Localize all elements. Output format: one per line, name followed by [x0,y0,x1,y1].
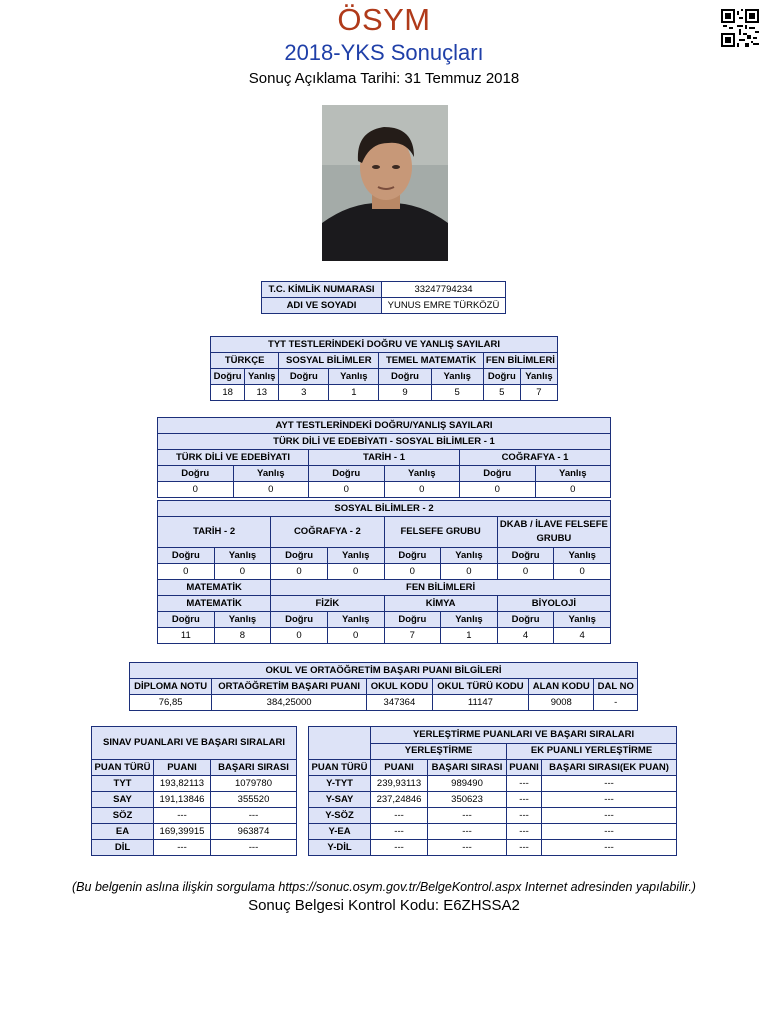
basari-sirasi: 989490 [428,776,507,792]
ayt-section-biyoloji: BİYOLOJİ [497,596,610,612]
dogru-header: Doğru [158,612,215,628]
tyt-section-turkce: TÜRKÇE [211,353,279,369]
score-header: PUANI [154,760,211,776]
ayt-value: 4 [497,628,554,644]
okul-header: OKUL KODU [367,679,433,695]
verification-note: (Bu belgenin aslına ilişkin sorgulama https://sonuc.osym.gov.tr/BelgeKontrol.aspx Internet adresinden yapılabilir.) [72,880,696,894]
okul-header: DAL NO [594,679,638,695]
ayt-section-edebiyat: TÜRK DİLİ VE EDEBİYATI [158,450,309,466]
ayt-table-2 [157,500,611,644]
puan-turu: Y-DİL [309,840,371,856]
puan: 169,39915 [154,824,211,840]
score-header: BAŞARI SIRASI [211,760,297,776]
basari-sirasi: --- [211,808,297,824]
ayt-value: 7 [384,628,441,644]
ayt-value: 0 [271,628,328,644]
dogru-header: Doğru [158,548,215,564]
basari-sirasi: 1079780 [211,776,297,792]
puan-turu: TYT [92,776,154,792]
ayt-math-title: MATEMATİK [158,580,271,596]
puan-turu: SAY [92,792,154,808]
ayt-value: 4 [554,628,611,644]
qr-code-icon [721,9,759,47]
ayt-table-1 [157,417,611,498]
column-gap [297,727,309,856]
candidate-photo [322,105,448,261]
announcement-date: Sonuç Açıklama Tarihi: 31 Temmuz 2018 [248,70,520,87]
right-corner [309,727,371,760]
tc-label: T.C. KİMLİK NUMARASI [262,282,382,298]
dogru-header: Doğru [379,369,431,385]
dogru-header: Doğru [384,612,441,628]
ayt-value: 0 [460,482,536,498]
puan: --- [371,808,428,824]
tyt-value: 18 [211,385,245,401]
tyt-section-fen: FEN BİLİMLERİ [483,353,557,369]
okul-header: OKUL TÜRÜ KODU [432,679,528,695]
okul-table [129,662,638,711]
ayt-group1-title: TÜRK DİLİ VE EDEBİYATI - SOSYAL BİLİMLER - 1 [158,434,611,450]
ayt-section-felsefe: FELSEFE GRUBU [384,517,497,548]
ayt-section-kimya: KİMYA [384,596,497,612]
ek-puan: --- [507,808,542,824]
tyt-value: 3 [279,385,329,401]
puan-turu: Y-SAY [309,792,371,808]
ayt-title: AYT TESTLERİNDEKİ DOĞRU/YANLIŞ SAYILARI [158,418,611,434]
tyt-value: 13 [245,385,279,401]
ek-puan: --- [507,824,542,840]
yanlis-header: Yanlış [327,548,384,564]
tyt-value: 5 [483,385,520,401]
puan-turu: SÖZ [92,808,154,824]
name-value: YUNUS EMRE TÜRKÖZÜ [382,298,506,314]
tyt-value: 1 [329,385,379,401]
page-title: 2018-YKS Sonuçları [284,40,484,65]
score-header: BAŞARI SIRASI(EK PUAN) [542,760,677,776]
puan: --- [371,824,428,840]
score-header: PUANI [371,760,428,776]
dal-no: - [594,695,638,711]
tyt-value: 5 [431,385,483,401]
ayt-value: 0 [384,564,441,580]
basari-sirasi: --- [428,840,507,856]
puan: 237,24846 [371,792,428,808]
yanlis-header: Yanlış [329,369,379,385]
puan-turu: Y-TYT [309,776,371,792]
tyt-value: 9 [379,385,431,401]
ayt-value: 0 [535,482,611,498]
puan-turu: Y-EA [309,824,371,840]
yanlis-header: Yanlış [441,548,498,564]
yanlis-header: Yanlış [245,369,279,385]
org-title: ÖSYM [337,2,431,37]
score-header: PUANI [507,760,542,776]
okul-header: DİPLOMA NOTU [130,679,212,695]
yanlis-header: Yanlış [441,612,498,628]
tyt-value: 7 [520,385,557,401]
puan: --- [154,840,211,856]
ayt-value: 0 [497,564,554,580]
score-header: BAŞARI SIRASI [428,760,507,776]
tyt-title: TYT TESTLERİNDEKİ DOĞRU VE YANLIŞ SAYILARI [211,337,558,353]
ayt-value: 0 [441,564,498,580]
yanlis-header: Yanlış [233,466,309,482]
yanlis-header: Yanlış [554,612,611,628]
ayt-value: 11 [158,628,215,644]
dogru-header: Doğru [483,369,520,385]
ayt-section-matematik: MATEMATİK [158,596,271,612]
ek-basari-sirasi: --- [542,840,677,856]
puan-turu: DİL [92,840,154,856]
yanlis-header: Yanlış [384,466,460,482]
ek-puan: --- [507,792,542,808]
puan: --- [371,840,428,856]
basari-sirasi: 350623 [428,792,507,808]
table-row [92,840,677,856]
yanlis-header: Yanlış [214,548,271,564]
ek-basari-sirasi: --- [542,824,677,840]
okul-kodu: 347364 [367,695,433,711]
ayt-value: 0 [384,482,460,498]
dogru-header: Doğru [211,369,245,385]
ayt-section-tarih2: TARİH - 2 [158,517,271,548]
yanlis-header: Yanlış [214,612,271,628]
tyt-section-sosyal: SOSYAL BİLİMLER [279,353,379,369]
dogru-header: Doğru [271,548,328,564]
ayt-section-cografya2: COĞRAFYA - 2 [271,517,384,548]
tyt-section-matematik: TEMEL MATEMATİK [379,353,483,369]
alan-kodu: 9008 [529,695,594,711]
ayt-value: 0 [158,482,234,498]
okul-header: ALAN KODU [529,679,594,695]
yerlestirme-title: YERLEŞTİRME PUANLARI VE BAŞARI SIRALARI [371,727,677,744]
sinav-title: SINAV PUANLARI VE BAŞARI SIRALARI [92,727,297,760]
yerlestirme-subtitle: YERLEŞTİRME [371,743,507,760]
yanlis-header: Yanlış [520,369,557,385]
ek-puan: --- [507,776,542,792]
yanlis-header: Yanlış [327,612,384,628]
ayt-section-cografya1: COĞRAFYA - 1 [460,450,611,466]
puan: 193,82113 [154,776,211,792]
okul-turu-kodu: 11147 [432,695,528,711]
ek-puanli-subtitle: EK PUANLI YERLEŞTİRME [507,743,677,760]
ayt-section-fizik: FİZİK [271,596,384,612]
okul-title: OKUL VE ORTAÖĞRETİM BAŞARI PUANI BİLGİLERİ [130,663,638,679]
ayt-value: 8 [214,628,271,644]
puan: --- [154,808,211,824]
ek-basari-sirasi: --- [542,808,677,824]
dogru-header: Doğru [384,548,441,564]
dogru-header: Doğru [460,466,536,482]
diploma-notu: 76,85 [130,695,212,711]
dogru-header: Doğru [158,466,234,482]
score-header: PUAN TÜRÜ [92,760,154,776]
dogru-header: Doğru [271,612,328,628]
dogru-header: Doğru [497,548,554,564]
table-row [92,792,677,808]
scores-table [91,726,677,856]
ayt-value: 0 [233,482,309,498]
tc-value: 33247794234 [382,282,506,298]
basari-sirasi: 355520 [211,792,297,808]
dogru-header: Doğru [279,369,329,385]
ayt-value: 0 [214,564,271,580]
basari-sirasi: 963874 [211,824,297,840]
okul-header: ORTAÖĞRETİM BAŞARI PUANI [212,679,367,695]
yanlis-header: Yanlış [554,548,611,564]
table-row [92,776,677,792]
ayt-group2-title: SOSYAL BİLİMLER - 2 [158,501,611,517]
ek-puan: --- [507,840,542,856]
ek-basari-sirasi: --- [542,792,677,808]
ek-basari-sirasi: --- [542,776,677,792]
ayt-value: 1 [441,628,498,644]
control-code: Sonuç Belgesi Kontrol Kodu: E6ZHSSA2 [248,897,520,914]
dogru-header: Doğru [497,612,554,628]
obp: 384,25000 [212,695,367,711]
ayt-value: 0 [158,564,215,580]
dogru-header: Doğru [309,466,385,482]
puan: 191,13846 [154,792,211,808]
ayt-section-tarih1: TARİH - 1 [309,450,460,466]
ayt-value: 0 [327,628,384,644]
ayt-section-dkab: DKAB / İLAVE FELSEFE GRUBU [497,517,610,548]
name-label: ADI VE SOYADI [262,298,382,314]
puan-turu: EA [92,824,154,840]
ayt-fen-title: FEN BİLİMLERİ [271,580,611,596]
basari-sirasi: --- [211,840,297,856]
table-row [92,808,677,824]
yanlis-header: Yanlış [431,369,483,385]
yanlis-header: Yanlış [535,466,611,482]
score-header: PUAN TÜRÜ [309,760,371,776]
ayt-value: 0 [309,482,385,498]
table-row [92,824,677,840]
ayt-value: 0 [271,564,328,580]
basari-sirasi: --- [428,808,507,824]
puan-turu: Y-SÖZ [309,808,371,824]
ayt-value: 0 [327,564,384,580]
ayt-value: 0 [554,564,611,580]
puan: 239,93113 [371,776,428,792]
basari-sirasi: --- [428,824,507,840]
identity-table [261,281,506,314]
tyt-table [210,336,558,401]
